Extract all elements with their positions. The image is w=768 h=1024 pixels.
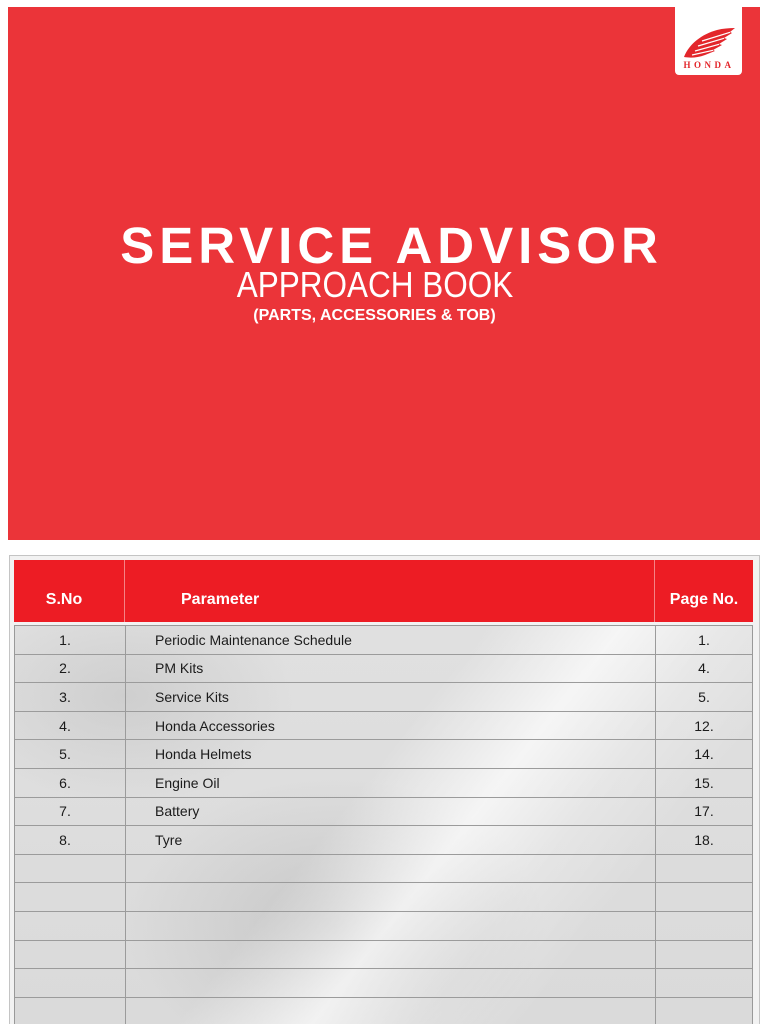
cell-sno: 2. — [15, 655, 126, 683]
cover-title: SERVICE ADVISOR — [120, 217, 663, 274]
table-row — [15, 712, 752, 741]
cell-parameter: Periodic Maintenance Schedule — [126, 626, 656, 654]
cell-parameter: Service Kits — [126, 683, 656, 711]
table-header — [14, 560, 753, 622]
cell-empty — [15, 855, 126, 883]
header-parameter: Parameter — [125, 560, 655, 622]
header-page-no: Page No. — [669, 591, 739, 608]
cell-page-no: 12. — [694, 717, 714, 734]
cell-page-no: 15. — [694, 774, 714, 791]
cell-empty — [15, 912, 126, 940]
cell-page-no: 17. — [694, 803, 714, 820]
cell-empty — [656, 912, 752, 940]
table-row — [15, 683, 752, 712]
cell-empty — [15, 941, 126, 969]
cell-empty — [126, 912, 656, 940]
cell-empty — [126, 855, 656, 883]
cover-subtitle — [8, 264, 760, 305]
cell-sno: 8. — [15, 826, 126, 854]
cell-empty — [15, 883, 126, 911]
cell-empty — [656, 941, 752, 969]
cell-parameter: Honda Helmets — [126, 740, 656, 768]
cell-parameter: Battery — [126, 798, 656, 826]
cover-panel — [8, 7, 760, 540]
cell-sno: 7. — [15, 798, 126, 826]
table-row-empty — [15, 912, 752, 941]
table-row-empty — [15, 998, 752, 1024]
honda-wing-icon — [675, 7, 742, 75]
contents-table-frame — [9, 555, 760, 1024]
cell-page-no: 14. — [694, 746, 714, 763]
table-body — [14, 625, 753, 1024]
header-sno: S.No — [14, 560, 125, 622]
table-row-empty — [15, 969, 752, 998]
cell-empty — [126, 998, 656, 1024]
cell-empty — [126, 941, 656, 969]
cover-tagline: (PARTS, ACCESSORIES & TOB) — [253, 307, 496, 324]
table-row — [15, 769, 752, 798]
cell-parameter: Engine Oil — [126, 769, 656, 797]
cell-page-no: 5. — [698, 689, 710, 706]
cell-empty — [656, 998, 752, 1024]
cell-sno: 1. — [15, 626, 126, 654]
cell-page-no: 1. — [698, 631, 710, 648]
cell-empty — [656, 855, 752, 883]
cell-parameter: Tyre — [126, 826, 656, 854]
table-row-empty — [15, 941, 752, 970]
cell-empty — [126, 883, 656, 911]
contents-table — [14, 560, 753, 1024]
table-row — [15, 626, 752, 655]
cell-sno: 4. — [15, 712, 126, 740]
table-row — [15, 798, 752, 827]
honda-logo — [675, 7, 742, 75]
cell-page-no: 18. — [694, 832, 714, 849]
cell-parameter: PM Kits — [126, 655, 656, 683]
cell-empty — [656, 883, 752, 911]
cell-sno: 3. — [15, 683, 126, 711]
cell-sno: 5. — [15, 740, 126, 768]
cell-empty — [15, 998, 126, 1024]
table-row — [15, 655, 752, 684]
cell-empty — [126, 969, 656, 997]
cell-empty — [15, 969, 126, 997]
table-row — [15, 740, 752, 769]
cell-parameter: Honda Accessories — [126, 712, 656, 740]
table-row-empty — [15, 855, 752, 884]
cover-subtitle-text: APPROACH BOOK — [236, 264, 514, 305]
cell-empty — [656, 969, 752, 997]
honda-logo-text: HONDA — [683, 60, 735, 70]
cell-sno: 6. — [15, 769, 126, 797]
cell-page-no: 4. — [698, 660, 710, 677]
table-row-empty — [15, 883, 752, 912]
table-row — [15, 826, 752, 855]
